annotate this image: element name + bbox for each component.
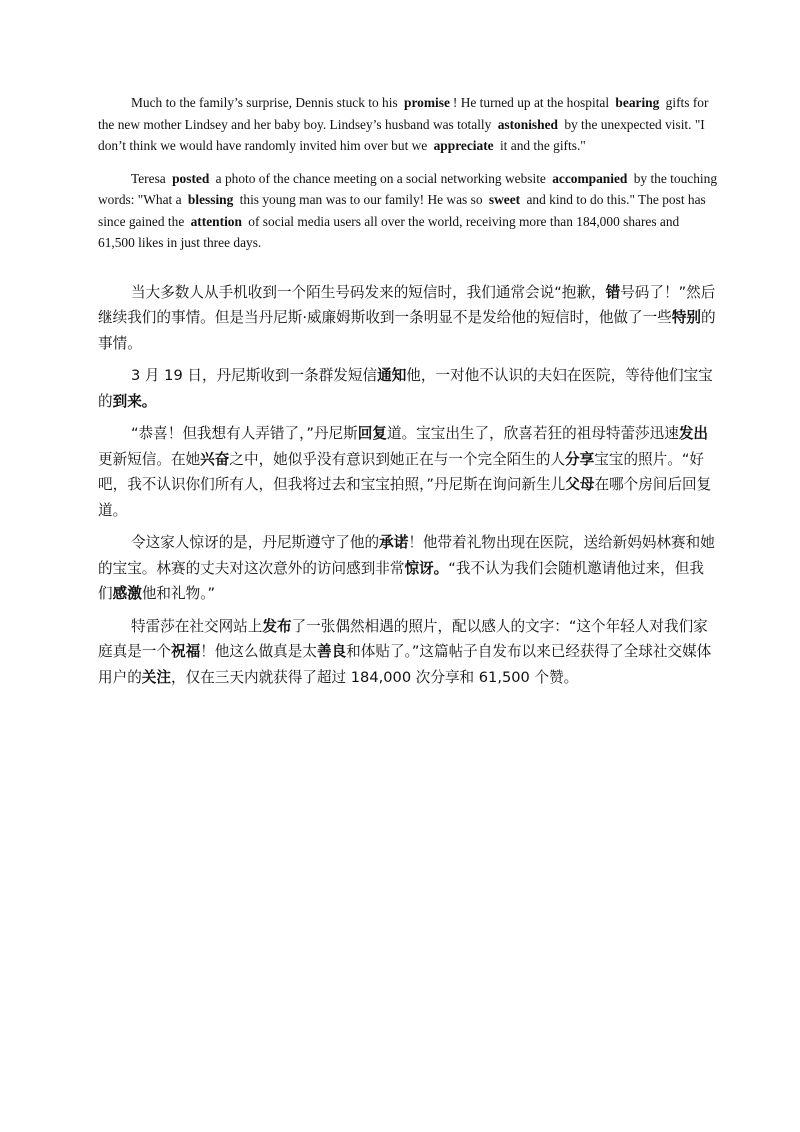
text-run: 号码了！”然后继续我们的事情。但是当丹尼斯·威廉姆斯收到一条明显不是发给他的短信时，他做了一些 (98, 283, 716, 326)
text-run: by the touching words: "What a (98, 170, 718, 207)
keyword-bold: promise (404, 95, 450, 110)
text-run: a photo of the chance meeting on a social networking website (212, 170, 550, 186)
text-run: ! He turned up at the hospital (452, 95, 613, 110)
keyword-bold: 发出 (678, 425, 709, 442)
text-run: 的事情。 (98, 309, 716, 352)
text-run: “我不认为我们会随机邀请他过来，但我们 (98, 559, 704, 602)
text-run: 宝宝的照片。“好吧，我不认识你们所有人，但我将过去和宝宝拍照，”丹尼斯在询问新生儿 (98, 450, 704, 493)
text-run: 和体贴了。”这篇帖子自发布以来已经获得了全球社交媒体用户的 (98, 643, 712, 686)
text-run: of social media users all over the world, receiving more than 184,000 shares and 61,500 likes in just three days. (98, 213, 680, 250)
text-run: 之中，她似乎没有意识到她正在与一个完全陌生的人 (229, 450, 566, 468)
keyword-bold: 分享 (565, 450, 595, 468)
keyword-bold: 通知 (377, 367, 407, 384)
keyword-bold: 祝福 (170, 643, 201, 660)
text-run: ，仅在三天内就获得了超过 184,000 次分享和 61,500 个赞。 (171, 668, 579, 686)
keyword-bold: bearing (615, 95, 660, 110)
keyword-bold: accompanied (552, 170, 628, 186)
text-run: ！他带着礼物出现在医院，送给新妈妈林赛和她的宝宝。林赛的丈夫对这次意外的访问感到非常 (98, 534, 715, 577)
english-section (98, 92, 718, 254)
keyword-bold: 发布 (262, 617, 292, 635)
keyword-bold: attention (190, 213, 242, 229)
keyword-bold: 承诺 (379, 534, 409, 551)
text-run: 了一张偶然相遇的照片，配以感人的文字：“这个年轻人对我们家庭真是一个 (98, 617, 708, 660)
english-paragraph (98, 92, 718, 157)
keyword-bold: 关注 (141, 668, 171, 686)
chinese-paragraph (98, 363, 718, 414)
keyword-bold: 错 (605, 283, 621, 301)
keyword-bold: 惊讶。 (404, 559, 449, 577)
keyword-bold: posted (172, 170, 210, 186)
chinese-paragraph (98, 421, 718, 523)
keyword-bold: 善良 (316, 643, 347, 660)
keyword-bold: 特别 (671, 309, 702, 326)
text-run: 在哪个房间后回复道。 (98, 476, 712, 519)
chinese-paragraph (98, 614, 718, 691)
keyword-bold: 父母 (565, 476, 595, 493)
chinese-paragraph (98, 280, 718, 357)
document-page (98, 92, 718, 697)
keyword-bold: astonished (497, 116, 558, 132)
keyword-bold: 感激 (112, 585, 142, 602)
keyword-bold: appreciate (433, 138, 494, 153)
keyword-bold: 到来。 (112, 392, 157, 410)
text-run: 特雷莎在社交网站上 (131, 617, 263, 635)
english-paragraph (98, 168, 718, 254)
chinese-paragraph (98, 530, 718, 607)
text-run: “恭喜！但我想有人弄错了，”丹尼斯 (131, 425, 358, 442)
chinese-section (98, 280, 718, 691)
text-run: 3 月 19 日，丹尼斯收到一条群发短信 (131, 367, 378, 384)
text-run: gifts for the new mother Lindsey and her baby boy. Lindsey’s husband was totally (98, 95, 709, 132)
text-run: this young man was to our family! He was so (236, 192, 486, 207)
keyword-bold: 回复 (357, 425, 387, 442)
text-run: 令这家人惊讶的是，丹尼斯遵守了他的 (131, 534, 380, 551)
text-run: Much to the family’s surprise, Dennis stuck to his (131, 95, 402, 110)
text-run: it and the gifts." (496, 138, 586, 153)
keyword-bold: blessing (187, 192, 234, 207)
text-run: by the unexpected visit. "I don’t think we would have randomly invited him over but we (98, 116, 705, 153)
text-run: and kind to do this." The post has since gained the (98, 192, 706, 229)
text-run: 当大多数人从手机收到一个陌生号码发来的短信时，我们通常会说“抱歉， (131, 283, 606, 301)
keyword-bold: 兴奋 (200, 450, 230, 468)
text-run: 他，一对他不认识的夫妇在医院，等待他们宝宝的 (98, 367, 713, 410)
keyword-bold: sweet (488, 192, 521, 207)
section-gap (98, 265, 718, 280)
text-run: Teresa (131, 170, 170, 186)
text-run: ！他这么做真是太 (200, 643, 317, 660)
text-run: 更新短信。在她 (98, 450, 201, 468)
text-run: 他和礼物。” (141, 585, 216, 602)
text-run: 道。宝宝出生了，欣喜若狂的祖母特蕾莎迅速 (386, 425, 679, 442)
